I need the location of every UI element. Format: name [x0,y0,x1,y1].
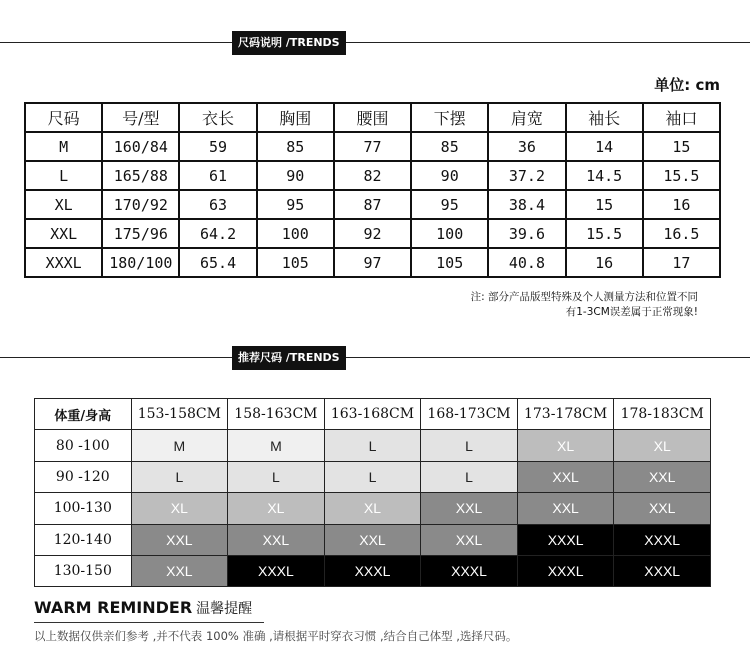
size-cell: XXL [614,461,711,492]
table-row [35,524,711,555]
table-cell: 90 [257,161,334,190]
table-cell: 175/96 [102,219,179,248]
table-cell: M [25,132,102,161]
size-cell: L [421,461,518,492]
warm-title-cn: 温馨提醒 [196,601,253,617]
size-cell: XL [131,493,228,524]
table-cell: 16 [566,248,643,277]
table-row [25,132,720,161]
header-rule [0,357,750,358]
column-header: 肩宽 [488,103,565,132]
table-cell: 14.5 [566,161,643,190]
table-cell: 15 [566,190,643,219]
table-cell: 37.2 [488,161,565,190]
size-cell: XXXL [614,555,711,586]
table-cell: 65.4 [179,248,256,277]
unit-label: 单位: cm [654,76,720,94]
table-row [25,219,720,248]
note-line-1: 注: 部分产品版型特殊及个人测量方法和位置不同 [470,291,698,303]
size-cell: L [228,461,325,492]
column-header: 尺码 [25,103,102,132]
height-column-header: 158-163CM [228,399,325,430]
table-cell: 77 [334,132,411,161]
table-cell: 92 [334,219,411,248]
height-column-header: 173-178CM [517,399,614,430]
column-header: 号/型 [102,103,179,132]
table-cell: 16 [643,190,720,219]
table-row [35,493,711,524]
size-cell: XXL [324,524,421,555]
table-cell: 15.5 [643,161,720,190]
note-line-2: 有1-3CM误差属于正常现象! [565,306,698,318]
table-cell: 105 [257,248,334,277]
table-cell: 97 [334,248,411,277]
size-cell: XXXL [517,524,614,555]
table-cell: 14 [566,132,643,161]
size-cell: L [131,461,228,492]
corner-header: 体重/身高 [35,399,132,430]
size-cell: XL [517,430,614,461]
table-cell: XXL [25,219,102,248]
column-header: 胸围 [257,103,334,132]
table-row [35,430,711,461]
table-row [35,555,711,586]
table-cell: 170/92 [102,190,179,219]
size-cell: XXL [131,524,228,555]
table-cell: 180/100 [102,248,179,277]
table-cell: L [25,161,102,190]
section-title: 尺码说明 /TRENDS [232,31,346,55]
section-header-recommended [0,346,750,370]
table-cell: 39.6 [488,219,565,248]
weight-row-label: 80 -100 [35,430,132,461]
header-rule [0,42,750,43]
weight-row-label: 90 -120 [35,461,132,492]
column-header: 下摆 [411,103,488,132]
column-header: 袖长 [566,103,643,132]
size-cell: XXL [614,493,711,524]
size-cell: XXL [228,524,325,555]
size-cell: XXL [421,524,518,555]
table-cell: 90 [411,161,488,190]
column-header: 衣长 [179,103,256,132]
height-column-header: 168-173CM [421,399,518,430]
warm-reminder-title [34,598,252,618]
table-cell: 85 [257,132,334,161]
height-column-header: 153-158CM [131,399,228,430]
size-chart-table [24,102,721,278]
table-cell: 160/84 [102,132,179,161]
table-cell: 63 [179,190,256,219]
table-cell: 82 [334,161,411,190]
table-cell: 87 [334,190,411,219]
size-cell: XXL [421,493,518,524]
column-header: 袖口 [643,103,720,132]
size-cell: XXXL [614,524,711,555]
table-cell: 36 [488,132,565,161]
size-cell: L [421,430,518,461]
size-cell: XXL [131,555,228,586]
table-header-row [25,103,720,132]
table-cell: 15.5 [566,219,643,248]
table-cell: XXXL [25,248,102,277]
size-cell: XXXL [228,555,325,586]
size-cell: M [228,430,325,461]
table-cell: 165/88 [102,161,179,190]
recommended-size-table [34,398,711,587]
table-cell: 40.8 [488,248,565,277]
table-cell: 59 [179,132,256,161]
table-row [35,461,711,492]
size-cell: XXXL [421,555,518,586]
table-cell: 38.4 [488,190,565,219]
size-cell: XXXL [324,555,421,586]
table-cell: 105 [411,248,488,277]
table-cell: 95 [257,190,334,219]
size-cell: L [324,461,421,492]
table-cell: 15 [643,132,720,161]
weight-row-label: 100-130 [35,493,132,524]
height-column-header: 163-168CM [324,399,421,430]
size-cell: XL [614,430,711,461]
warm-reminder-text: 以上数据仅供亲们参考 ,并不代表 100% 准确 ,请根据平时穿衣习惯 ,结合自己体型 ,选择尺码。 [34,629,518,643]
section-title: 推荐尺码 /TRENDS [232,346,346,370]
warm-title-en: WARM REMINDER [34,598,193,617]
table-cell: 16.5 [643,219,720,248]
section-header-size-guide [0,31,750,55]
size-cell: XL [228,493,325,524]
table-cell: 85 [411,132,488,161]
size-cell: M [131,430,228,461]
table-cell: 61 [179,161,256,190]
table-cell: 64.2 [179,219,256,248]
table-row [25,248,720,277]
table-cell: 100 [257,219,334,248]
table-row [25,190,720,219]
column-header: 腰围 [334,103,411,132]
size-cell: L [324,430,421,461]
warm-divider [34,622,264,623]
table-cell: 17 [643,248,720,277]
size-cell: XXXL [517,555,614,586]
table-header-row [35,399,711,430]
table-cell: 95 [411,190,488,219]
height-column-header: 178-183CM [614,399,711,430]
table-row [25,161,720,190]
weight-row-label: 120-140 [35,524,132,555]
size-cell: XL [324,493,421,524]
table-cell: 100 [411,219,488,248]
weight-row-label: 130-150 [35,555,132,586]
table-cell: XL [25,190,102,219]
measurement-note [471,290,698,320]
size-cell: XXL [517,493,614,524]
size-cell: XXL [517,461,614,492]
